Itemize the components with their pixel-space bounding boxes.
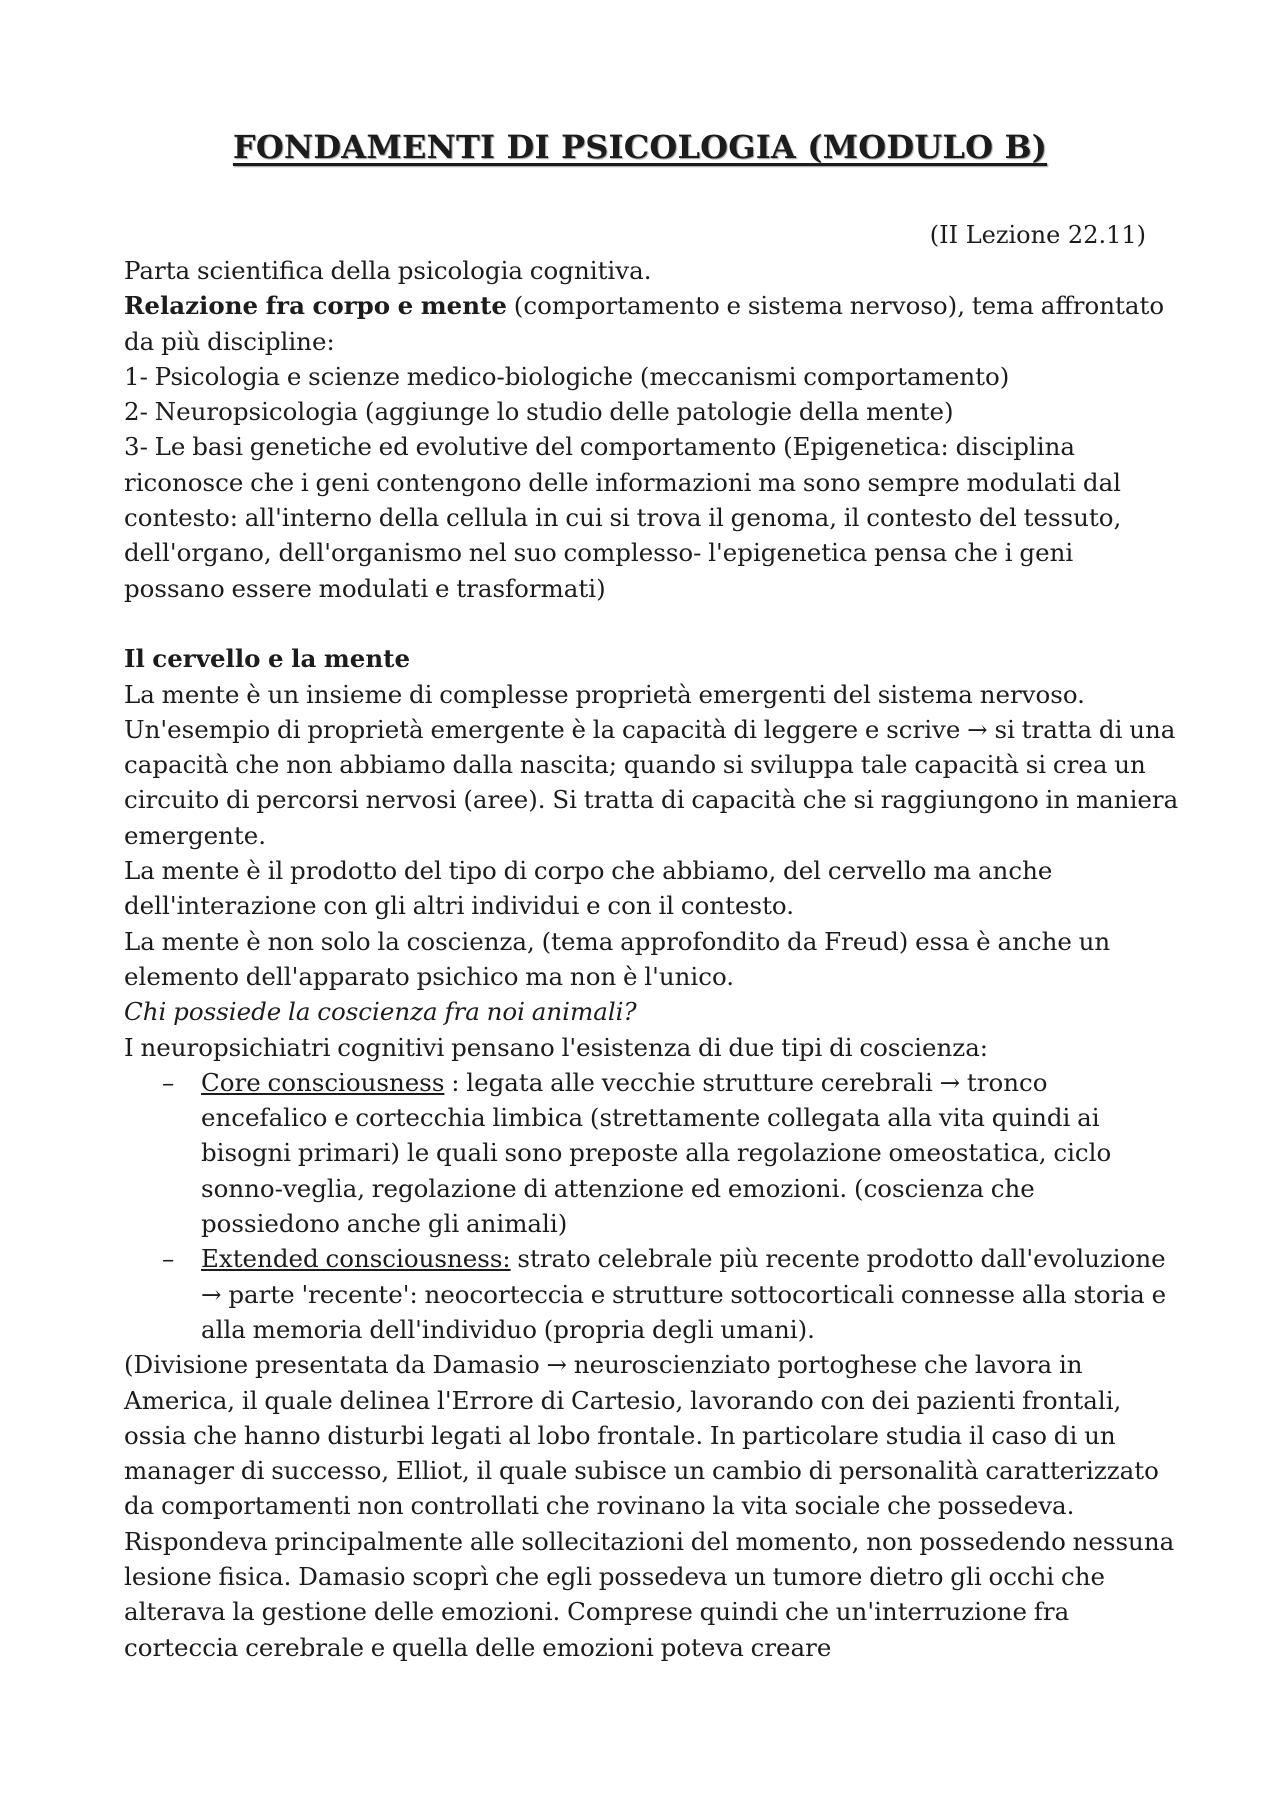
relation-paragraph bbox=[124, 288, 1179, 359]
relation-text: (comportamento e sistema nervoso), tema affrontato da più discipline: bbox=[124, 291, 1165, 356]
dash-bullet: – bbox=[162, 1244, 175, 1274]
extended-consciousness-term: Extended consciousness: bbox=[201, 1244, 511, 1274]
core-consciousness-term: Core consciousness bbox=[201, 1067, 445, 1097]
mind-paragraph-2: La mente è il prodotto del tipo di corpo che abbiamo, del cervello ma anche dell'interazione con gli altri individui e con il contesto. bbox=[124, 856, 1053, 921]
intro-line: Parta scientifica della psicologia cognitiva. bbox=[124, 256, 652, 285]
discipline-item-2: 2- Neuropsicologia (aggiunge lo studio delle patologie della mente) bbox=[124, 397, 954, 427]
consciousness-list bbox=[124, 1065, 1179, 1347]
extended-consciousness-text: strato celebrale più recente prodotto dall'evoluzione → parte 'recente': neocorteccia e strutture sottocorticali connesse alla storia e alla memoria dell'individuo (propria degli umani). bbox=[201, 1244, 1167, 1344]
document-title: FONDAMENTI DI PSICOLOGIA (MODULO B) bbox=[232, 128, 1048, 166]
neuro-line: I neuropsichiatri cognitivi pensano l'esistenza di due tipi di coscienza: bbox=[124, 1032, 989, 1062]
question-line: Chi possiede la coscienza fra noi animali? bbox=[124, 997, 637, 1027]
relation-heading: Relazione fra corpo e mente bbox=[124, 291, 507, 321]
core-consciousness-text: : legata alle vecchie strutture cerebrali → tronco encefalico e cortecchia limbica (strettamente collegata alla vita quindi ai bisogni primari) le quali sono preposte alla regolazione omeostatica, ciclo sonno-veglia, regolazione di attenzione ed emozioni. (coscienza che possiedono anche gli animali) bbox=[201, 1067, 1112, 1239]
list-item-extended bbox=[124, 1241, 1179, 1347]
lesson-date: (II Lezione 22.11) bbox=[929, 221, 1146, 249]
damasio-paragraph: (Divisione presentata da Damasio → neuroscienziato portoghese che lavora in America, il quale delinea l'Errore di Cartesio, lavorando con dei pazienti frontali, ossia che hanno disturbi legati al lobo frontale. In particolare studia il caso di un manager di successo, Elliot, il quale subisce un cambio di personalità caratterizzato da comportamenti non controllati che rovinano la vita sociale che possedeva. Rispondeva principalmente alle sollecitazioni del momento, non possedendo nessuna lesione fisica. Damasio scoprì che egli possedeva un tumore dietro gli occhi che alterava la gestione delle emozioni. Comprese quindi che un'interruzione fra corteccia cerebrale e quella delle emozioni poteva creare bbox=[124, 1350, 1175, 1662]
mind-paragraph-3: La mente è non solo la coscienza, (tema approfondito da Freud) essa è anche un elemento dell'apparato psichico ma non è l'unico. bbox=[124, 926, 1111, 991]
document-body bbox=[124, 253, 1179, 1665]
blank-line bbox=[124, 606, 1179, 641]
discipline-item-1: 1- Psicologia e scienze medico-biologiche (meccanismi comportamento) bbox=[124, 361, 1010, 391]
discipline-item-3: 3- Le basi genetiche ed evolutive del comportamento (Epigenetica: disciplina riconosce che i geni contengono delle informazioni ma sono sempre modulati dal contesto: all'interno della cellula in cui si trova il genoma, il contesto del tessuto, dell'organo, dell'organismo nel suo complesso- l'epigenetica pensa che i geni possano essere modulati e trasformati) bbox=[124, 432, 1122, 603]
list-item-core bbox=[124, 1065, 1179, 1241]
mind-paragraph-1: La mente è un insieme di complesse proprietà emergenti del sistema nervoso. Un'esempio di proprietà emergente è la capacità di leggere e scrive → si tratta di una capacità che non abbiamo dalla nascita; quando si sviluppa tale capacità si crea un circuito di percorsi nervosi (aree). Si tratta di capacità che si raggiungono in maniera emergente. bbox=[124, 679, 1179, 850]
dash-bullet: – bbox=[162, 1067, 175, 1097]
section-heading: Il cervello e la mente bbox=[124, 644, 411, 674]
